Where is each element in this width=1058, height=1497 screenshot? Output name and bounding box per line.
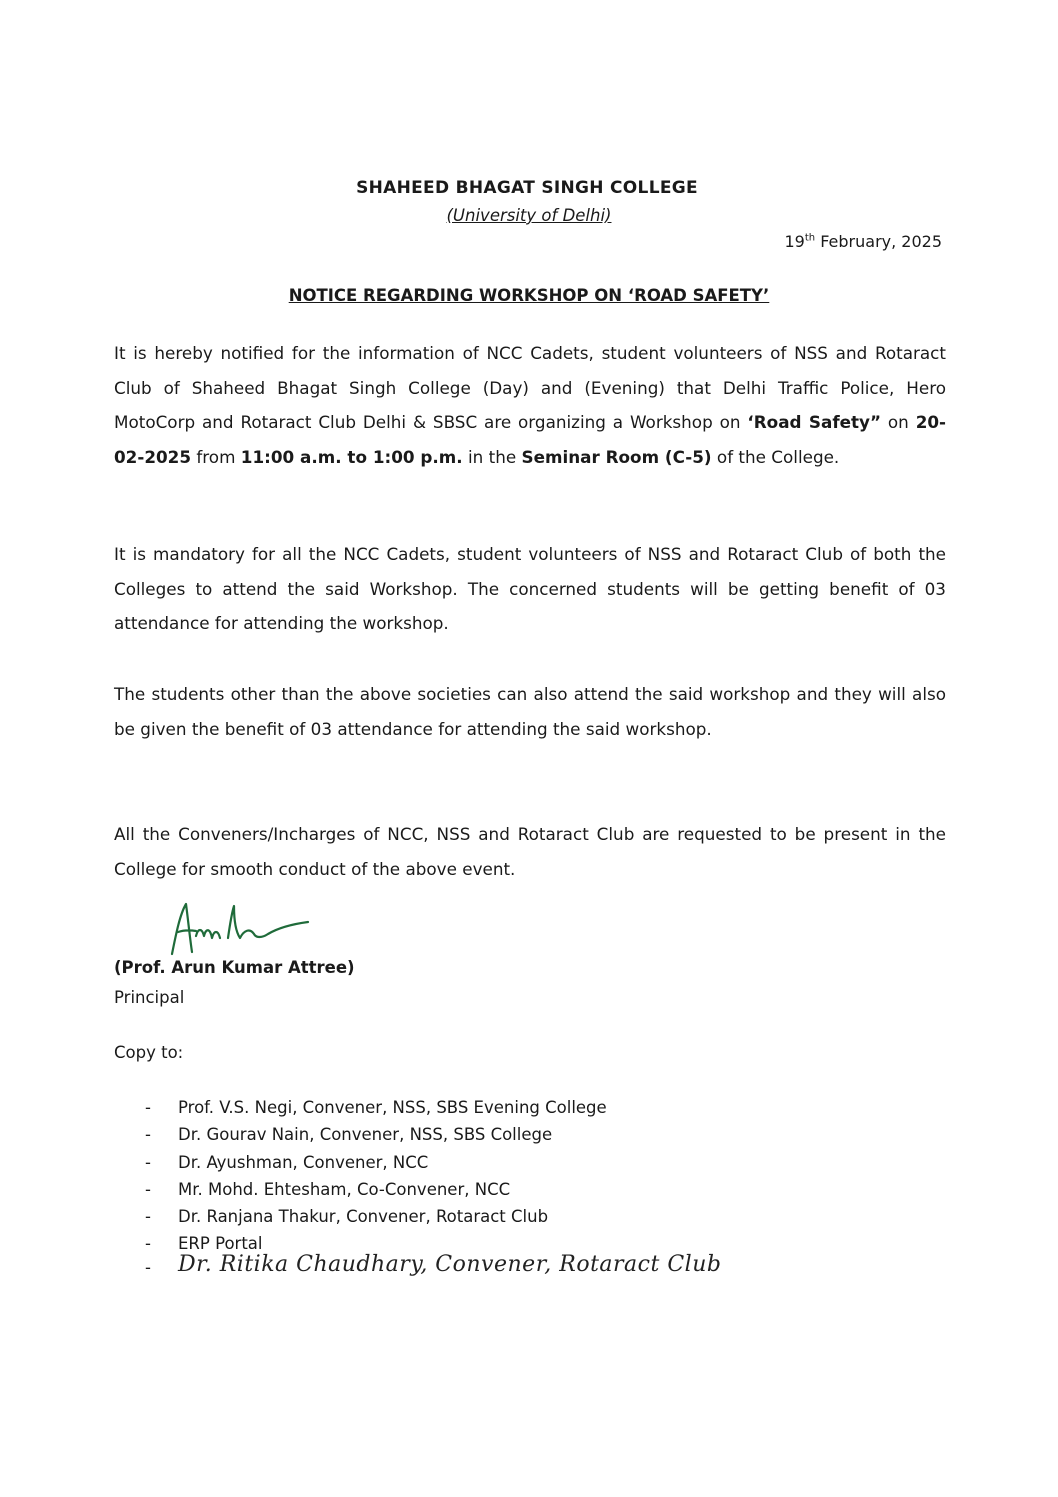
copy-to-label: Copy to: [114,1043,184,1062]
copy-to-item: - Dr. Ayushman, Convener, NCC [145,1152,429,1172]
notice-date: 19th February, 2025 [784,232,942,251]
copy-to-item: - Mr. Mohd. Ehtesham, Co-Convener, NCC [145,1179,511,1199]
notice-page: SHAHEED BHAGAT SINGH COLLEGE (University of Delhi) 19th February, 2025 NOTICE REGARDING WORKSHOP ON ‘ROAD SAFETY’ It is hereby notified for the information of NCC Cadets, student volunteers of NSS and Rotaract Club of Shaheed Bhagat Singh College (Day) and (Evening) that Delhi Traffic Police, Hero MotoCorp and Rotaract Club Delhi & SBSC are organizing a Workshop on ‘Road Safety” on 20-02-2025 from 11:00 a.m. to 1:00 p.m. in the Seminar Room (C-5) of the College. It is mandatory for all the NCC Cadets, student volunteers of NSS and Rotaract Club of both the Colleges to attend the said Workshop. The concerned students will be getting benefit of 03 attendance for attending the workshop. The students other than the above societies can also attend the said workshop and they will also be given the benefit of 03 attendance for attending the said workshop. All the Conveners/Incharges of NCC, NSS and Rotaract Club are requested to be present in the College for smooth conduct of the above event. (Prof. Arun Kumar Attree) Principal Copy to: - Prof. V.S. Negi, Convener, NSS, SBS Evening College - Dr. Gourav Nain, Convener, NSS, SBS College - Dr. Ayushman, Convener, NCC - Mr. Mohd. Ehtesham, Co-Convener, NCC - Dr. Ranjana Thakur, Convener, Rotaract Club - ERP Portal - Dr. Ritika Chaudhary, Convener, Rotaract Club [0,0,1058,1497]
copy-to-item: - Dr. Ranjana Thakur, Convener, Rotaract Club [145,1207,549,1227]
university-name: (University of Delhi) [446,206,612,225]
signer-name: (Prof. Arun Kumar Attree) [114,958,355,977]
copy-to-item: - Prof. V.S. Negi, Convener, NSS, SBS Evening College [145,1098,607,1117]
notice-title: NOTICE REGARDING WORKSHOP ON ‘ROAD SAFETY’ [288,286,770,305]
paragraph-other-students: The students other than the above societies can also attend the said workshop and they will also be given the benefit of 03 attendance for attending the said workshop. [114,684,946,739]
copy-to-list [145,1094,607,1258]
college-name: SHAHEED BHAGAT SINGH COLLEGE [356,178,698,198]
paragraph-workshop-details: It is hereby notified for the information of NCC Cadets, student volunteers of NSS and Rotaract Club of Shaheed Bhagat Singh College (Day) and (Evening) that Delhi Traffic Police, Hero MotoCorp and Rotaract Club Delhi & SBSC are organizing a Workshop on ‘Road Safety” on 20-02-2025 from 11:00 a.m. to 1:00 p.m. in the Seminar Room (C-5) of the College. [114,343,947,467]
signer-designation: Principal [114,988,185,1007]
paragraph-mandatory-attendance: It is mandatory for all the NCC Cadets, student volunteers of NSS and Rotaract Club of both the Colleges to attend the said Workshop. The concerned students will be getting benefit of 03 attendance for attending the workshop. [114,544,946,633]
copy-to-item: - Dr. Gourav Nain, Convener, NSS, SBS College [145,1125,553,1145]
paragraph-conveners: All the Conveners/Incharges of NCC, NSS and Rotaract Club are requested to be present in the College for smooth conduct of the above event. [114,824,946,879]
signature-image [158,894,328,964]
copy-to-item: - ERP Portal [145,1234,263,1254]
handwritten-addition: Dr. Ritika Chaudhary, Convener, Rotaract Club [178,1252,722,1277]
